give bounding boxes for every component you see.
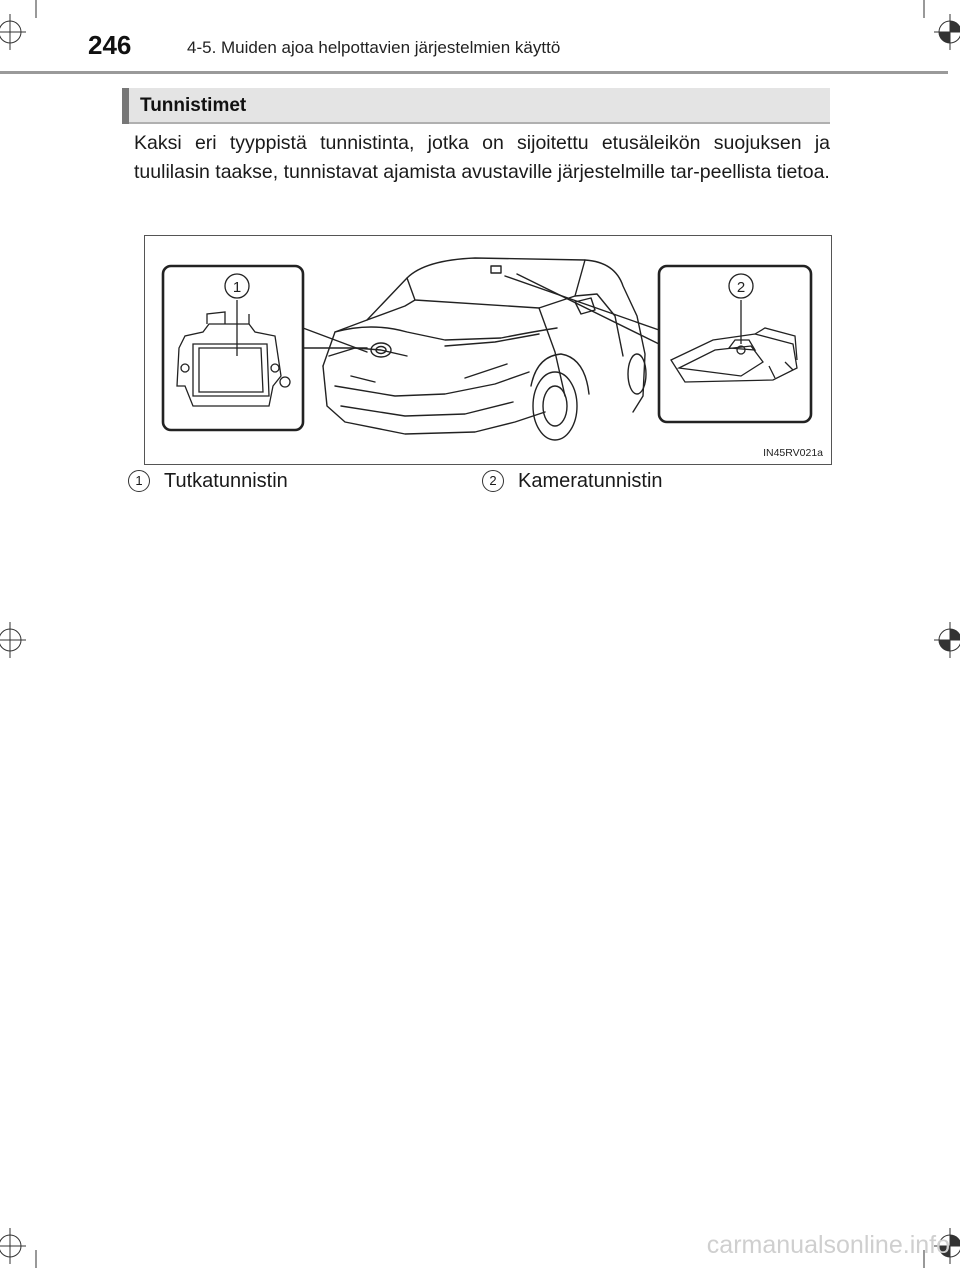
section-header bbox=[122, 88, 830, 124]
legend-number: 1 bbox=[128, 470, 150, 492]
section-paragraph: Kaksi eri tyyppistä tunnistinta, jotka on sijoitettu etusäleikön suojuksen ja tuulilasin taakse, tunnistavat ajamista avustaville järjestelmille tar-peellista tietoa. bbox=[134, 132, 830, 183]
header-rule bbox=[0, 71, 948, 74]
legend-item-camera bbox=[482, 470, 663, 493]
car-illustration bbox=[145, 236, 831, 464]
callout-1-label: 1 bbox=[232, 279, 242, 296]
section-accent-bar bbox=[122, 88, 129, 124]
sensor-location-illustration bbox=[144, 235, 832, 465]
section-title: Tunnistimet bbox=[140, 95, 247, 116]
legend-number: 2 bbox=[482, 470, 504, 492]
legend-item-radar bbox=[128, 470, 288, 493]
legend-label: Kameratunnistin bbox=[518, 470, 663, 492]
legend-label: Tutkatunnistin bbox=[164, 470, 288, 492]
page-number: 246 bbox=[88, 30, 132, 60]
chapter-heading: 4-5. Muiden ajoa helpottavien järjestelmien käyttö bbox=[187, 38, 561, 57]
figure-code: IN45RV021a bbox=[763, 447, 823, 459]
callout-2-label: 2 bbox=[736, 279, 746, 296]
site-watermark: carmanualsonline.info bbox=[706, 1231, 950, 1259]
